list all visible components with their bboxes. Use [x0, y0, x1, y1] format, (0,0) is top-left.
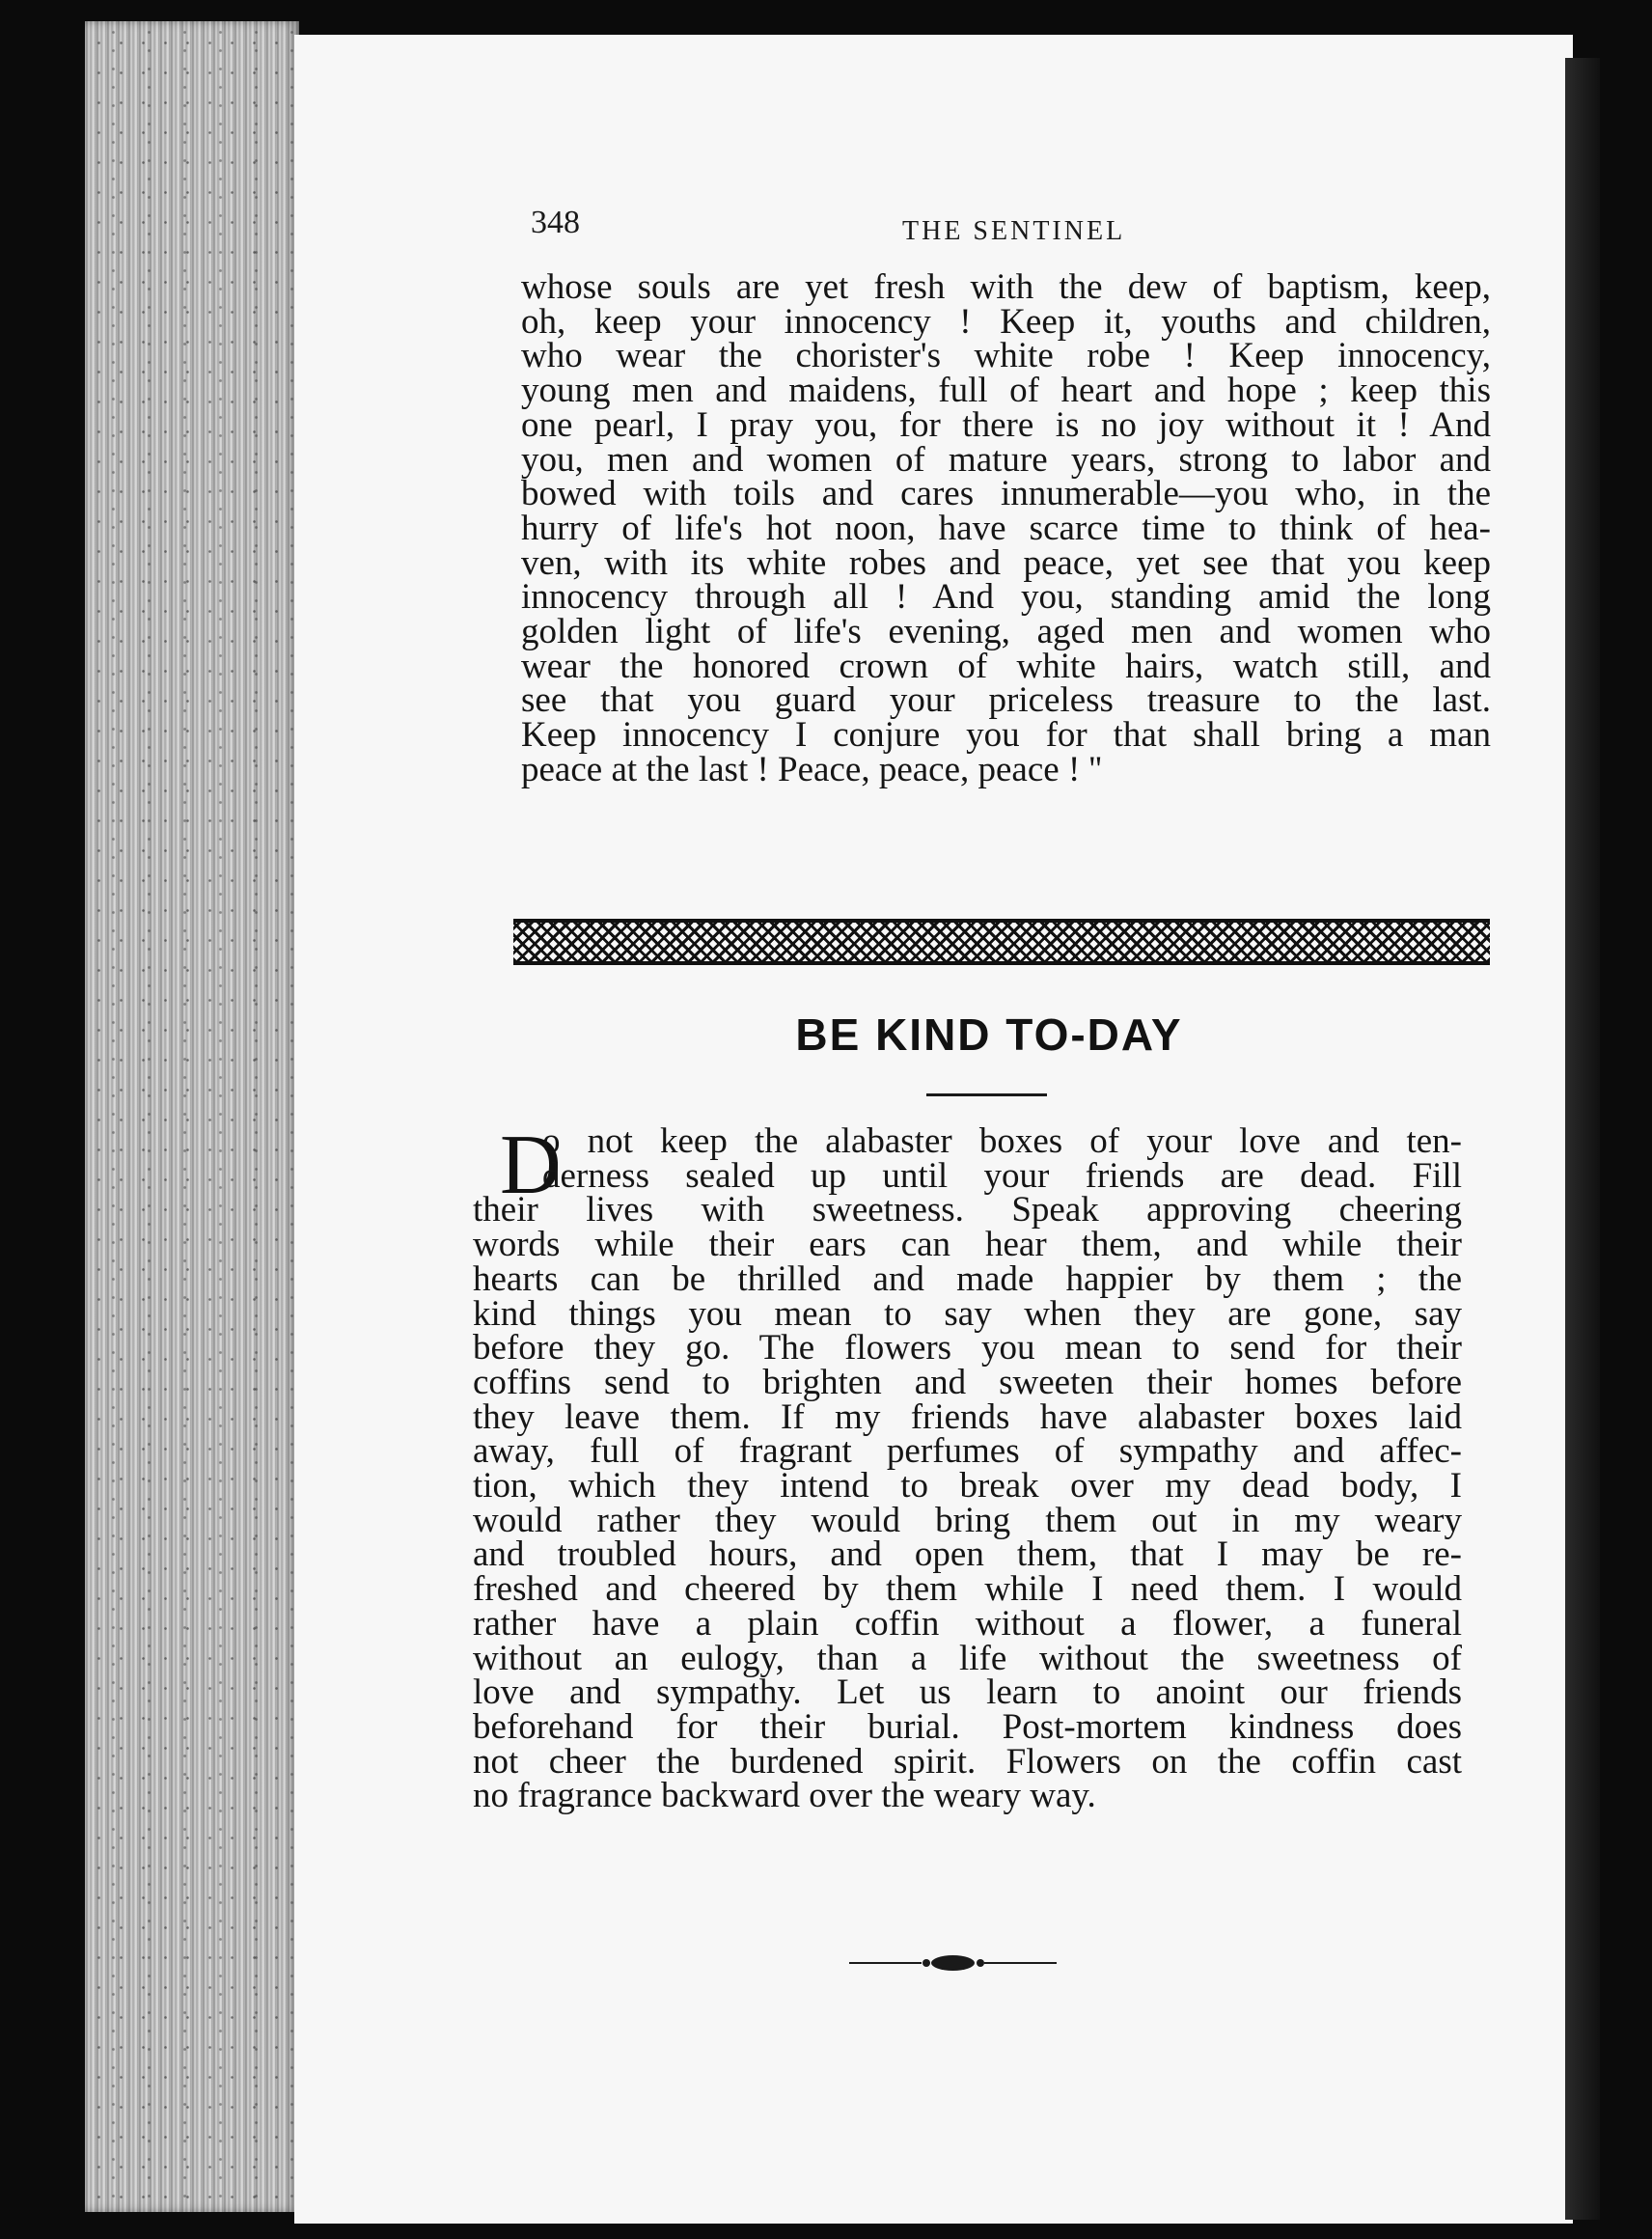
text-line: one pearl, I pray you, for there is no joy without it ! And: [521, 404, 1491, 445]
text-line: o not keep the alabaster boxes of your love and ten-: [542, 1121, 1462, 1161]
text-line: kind things you mean to say when they are gone, say: [473, 1293, 1462, 1334]
ornament-dot-left: [922, 1959, 930, 1967]
text-line: golden light of life's evening, aged men and women who: [521, 612, 1491, 652]
text-line: freshed and cheered by them while I need them. I would: [473, 1569, 1462, 1610]
text-line: ven, with its white robes and peace, yet see that you keep: [521, 542, 1491, 583]
text-line: words while their ears can hear them, and while their: [473, 1225, 1462, 1265]
edge-speckle: [85, 21, 299, 2212]
text-line: tion, which they intend to break over my dead body, I: [473, 1466, 1462, 1506]
text-line: love and sympathy. Let us learn to anoint our friends: [473, 1672, 1462, 1713]
text-line: hearts can be thrilled and made happier by them ; the: [473, 1258, 1462, 1299]
text-line: see that you guard your priceless treasure to the last.: [521, 680, 1491, 721]
text-line: young men and maidens, full of heart and hope ; keep this: [521, 371, 1491, 411]
article-body: [473, 1119, 1462, 1816]
text-line: bowed with toils and cares innumerable—you who, in the: [521, 474, 1491, 514]
text-line: Keep innocency I conjure you for that shall bring a man: [521, 715, 1491, 756]
text-line: derness sealed up until your friends are dead. Fill: [542, 1155, 1462, 1196]
text-line: hurry of life's hot noon, have scarce time to think of hea-: [521, 508, 1491, 548]
ornament-line-left: [849, 1962, 922, 1964]
continued-text: [521, 267, 1491, 789]
facing-page-edge: [1565, 58, 1600, 2220]
text-line: they leave them. If my friends have alabaster boxes laid: [473, 1396, 1462, 1437]
text-line: you, men and women of mature years, strong to labor and: [521, 439, 1491, 480]
text-line: wear the honored crown of white hairs, watch still, and: [521, 646, 1491, 686]
text-line: not cheer the burdened spirit. Flowers on the coffin cast: [473, 1741, 1462, 1782]
text-line: oh, keep your innocency ! Keep it, youths and children,: [521, 301, 1491, 342]
text-line: who wear the chorister's white robe ! Keep innocency,: [521, 336, 1491, 376]
ornamental-border: [513, 919, 1490, 965]
text-line: coffins send to brighten and sweeten their homes before: [473, 1362, 1462, 1402]
text-line: no fragrance backward over the weary way.: [473, 1776, 1096, 1816]
title-rule: [926, 1093, 1047, 1096]
text-line: and troubled hours, and open them, that I may be re-: [473, 1534, 1462, 1575]
text-line: peace at the last ! Peace, peace, peace ! '': [521, 749, 1102, 789]
page-edge-stack: [85, 21, 299, 2212]
running-head: THE SENTINEL: [902, 216, 1126, 246]
text-line: beforehand for their burial. Post-mortem kindness does: [473, 1706, 1462, 1747]
text-line: would rather they would bring them out in my weary: [473, 1500, 1462, 1540]
drop-cap: D: [500, 1119, 562, 1212]
ornament-line-right: [984, 1962, 1057, 1964]
text-line: whose souls are yet fresh with the dew of baptism, keep,: [521, 267, 1491, 307]
text-line: before they go. The flowers you mean to send for their: [473, 1328, 1462, 1368]
text-line: innocency through all ! And you, standing amid the long: [521, 577, 1491, 618]
running-header: [531, 205, 1476, 253]
text-line: away, full of fragrant perfumes of sympathy and affec-: [473, 1431, 1462, 1472]
text-line: their lives with sweetness. Speak approving cheering: [473, 1190, 1462, 1230]
end-ornament: [849, 1953, 1057, 1973]
text-line: without an eulogy, than a life without the sweetness of: [473, 1638, 1462, 1678]
ornament-dot-right: [977, 1959, 984, 1967]
text-line: rather have a plain coffin without a flower, a funeral: [473, 1603, 1462, 1644]
article-title: BE KIND TO-DAY: [795, 1009, 1183, 1060]
ornament-center: [931, 1955, 975, 1971]
page-number: 348: [531, 205, 580, 240]
